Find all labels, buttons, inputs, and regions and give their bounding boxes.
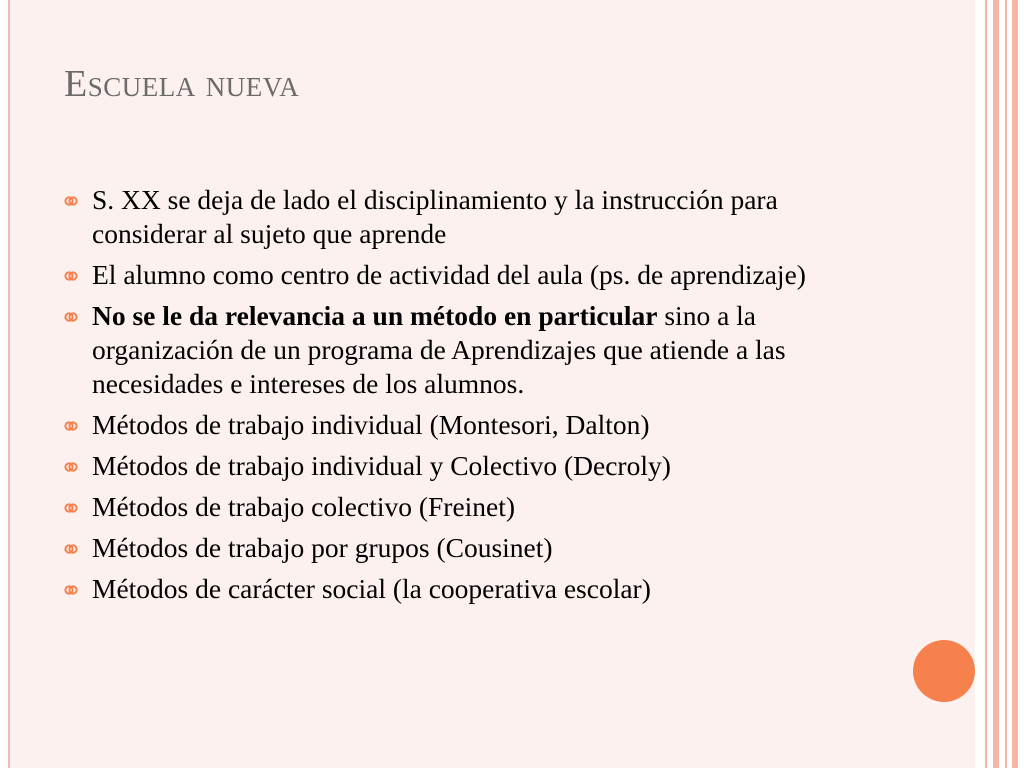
bullet-text: sino a la organización de un programa de Aprendizajes que atiende a las necesidades e intereses de los alumnos. xyxy=(92,300,786,399)
decorative-circle xyxy=(913,640,975,702)
decorative-stripe xyxy=(993,0,999,768)
bullet-icon xyxy=(64,542,78,556)
bullet-icon xyxy=(64,460,78,474)
bullet-text: Métodos de carácter social (la cooperativa escolar) xyxy=(92,573,651,604)
bullet-item xyxy=(64,258,884,292)
bullet-item xyxy=(64,490,884,524)
bullet-list xyxy=(64,183,884,613)
bullet-item xyxy=(64,449,884,483)
bullet-item xyxy=(64,572,884,606)
bullet-icon xyxy=(64,310,78,324)
bullet-icon xyxy=(64,269,78,283)
bullet-icon xyxy=(64,583,78,597)
bullet-icon xyxy=(64,194,78,208)
bullet-item xyxy=(64,531,884,565)
bullet-text: S. XX se deja de lado el disciplinamiento y la instrucción para considerar al sujeto que aprende xyxy=(92,184,778,249)
bullet-icon xyxy=(64,419,78,433)
bullet-text: Métodos de trabajo individual (Montesori, Dalton) xyxy=(92,409,650,440)
decorative-stripe xyxy=(985,0,987,768)
bullet-text: Métodos de trabajo por grupos (Cousinet) xyxy=(92,532,553,563)
slide-title: Escuela nueva xyxy=(64,63,300,105)
bullet-bold-text: No se le da relevancia a un método en particular xyxy=(92,300,658,331)
bullet-icon xyxy=(64,501,78,515)
bullet-item xyxy=(64,183,884,251)
bullet-item xyxy=(64,408,884,442)
bullet-text: Métodos de trabajo colectivo (Freinet) xyxy=(92,491,516,522)
decorative-stripe xyxy=(1012,0,1018,768)
bullet-text: El alumno como centro de actividad del aula (ps. de aprendizaje) xyxy=(92,259,806,290)
bullet-item xyxy=(64,299,884,401)
bullet-text: Métodos de trabajo individual y Colectivo (Decroly) xyxy=(92,450,671,481)
decorative-stripe xyxy=(1005,0,1007,768)
